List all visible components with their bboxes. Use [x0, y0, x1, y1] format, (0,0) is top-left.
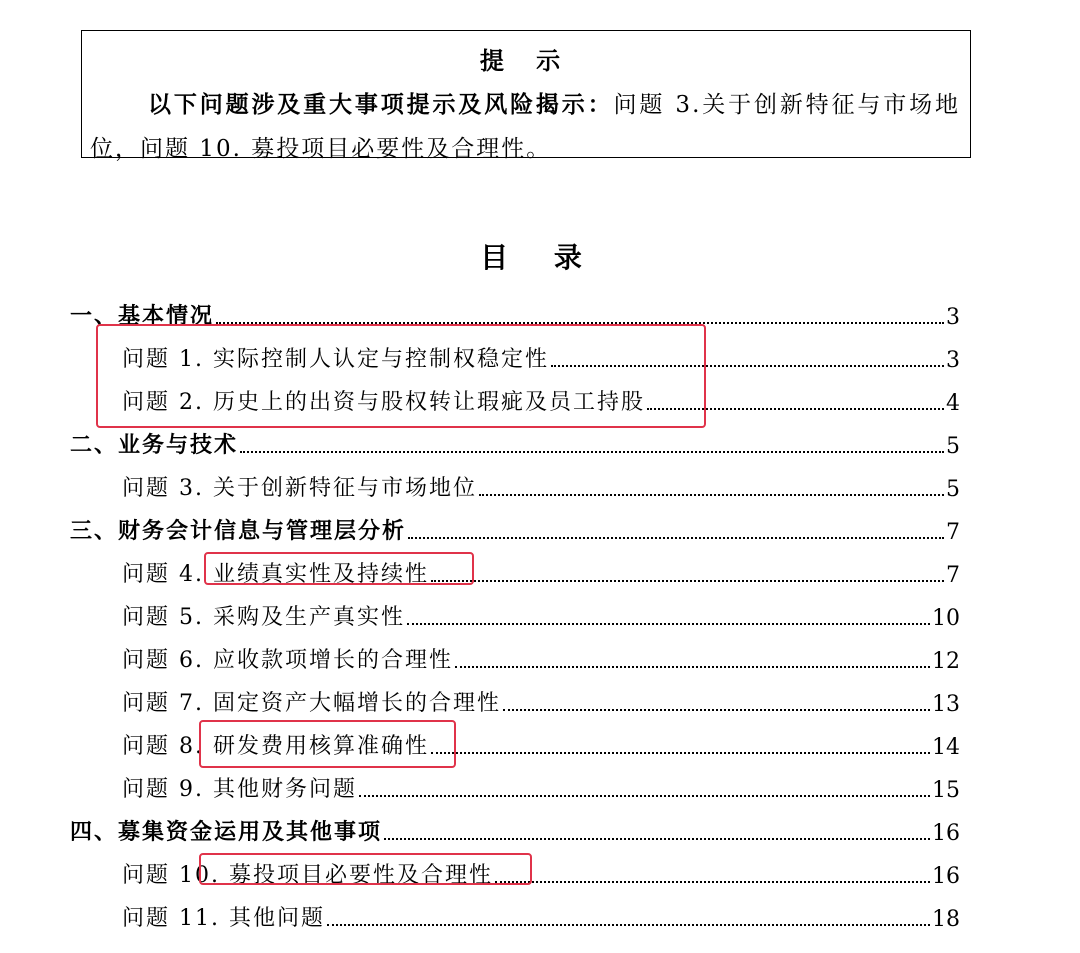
- toc-page-number: 4: [946, 391, 960, 416]
- toc-leader: [503, 709, 930, 711]
- toc-section-label: 二、业务与技术: [70, 432, 239, 458]
- toc-leader: [431, 752, 930, 754]
- toc-leader: [495, 881, 930, 883]
- notice-title: 提 示: [479, 46, 573, 75]
- toc-leader: [359, 795, 930, 797]
- toc-item-label: 问题 8. 研发费用核算准确性: [122, 734, 429, 759]
- toc-item-label: 问题 9. 其他财务问题: [122, 777, 357, 802]
- toc-item-q11[interactable]: [122, 900, 960, 932]
- toc-item-q7[interactable]: [122, 685, 960, 717]
- toc-item-label: 问题 1. 实际控制人认定与控制权稳定性: [122, 347, 549, 372]
- toc-leader: [407, 623, 930, 625]
- toc-section-label: 一、基本情况: [70, 303, 215, 329]
- toc-item-q9[interactable]: [122, 771, 960, 803]
- toc-item-q5[interactable]: [122, 599, 960, 631]
- toc-section-funds[interactable]: [70, 814, 960, 846]
- toc-page-number: 7: [946, 563, 960, 588]
- highlight-box-q1-q2: [96, 324, 706, 428]
- toc-page-number: 13: [932, 692, 960, 717]
- highlight-box-q8: [199, 720, 456, 768]
- notice-text: 问题 3.关于创新特征与市场地位，问题 10. 募投项目必要性及合理性。: [90, 92, 960, 162]
- toc-page-number: 5: [946, 434, 960, 459]
- toc-page-number: 3: [946, 348, 960, 373]
- toc-page-number: 16: [932, 864, 960, 889]
- toc-item-label: 问题 2. 历史上的出资与股权转让瑕疵及员工持股: [122, 390, 645, 415]
- toc-leader: [431, 580, 944, 582]
- toc-leader: [479, 494, 944, 496]
- toc-item-q6[interactable]: [122, 642, 960, 674]
- toc-page-number: 12: [932, 649, 960, 674]
- toc-title: 目 录: [480, 241, 600, 274]
- toc-leader: [384, 838, 930, 840]
- toc-page-number: 3: [946, 305, 960, 330]
- highlight-box-q4: [204, 552, 474, 585]
- toc-page-number: 7: [946, 520, 960, 545]
- toc-section-finance[interactable]: [70, 513, 960, 545]
- toc-item-label: 问题 7. 固定资产大幅增长的合理性: [122, 691, 501, 716]
- toc-item-label: 问题 4. 业绩真实性及持续性: [122, 562, 429, 587]
- toc-item-label: 问题 5. 采购及生产真实性: [122, 605, 405, 630]
- toc-item-label: 问题 10. 募投项目必要性及合理性: [122, 863, 493, 888]
- toc-item-label: 问题 11. 其他问题: [122, 906, 325, 931]
- toc-leader: [455, 666, 930, 668]
- toc-section-label: 四、募集资金运用及其他事项: [70, 819, 383, 845]
- toc-leader: [327, 924, 930, 926]
- notice-lead: 以下问题涉及重大事项提示及风险揭示：: [148, 91, 614, 118]
- toc-page-number: 15: [932, 778, 960, 803]
- toc-leader: [240, 451, 944, 453]
- notice-box: [81, 30, 971, 162]
- toc-page-number: 5: [946, 477, 960, 502]
- toc-item-label: 问题 6. 应收款项增长的合理性: [122, 648, 453, 673]
- toc-section-label: 三、财务会计信息与管理层分析: [70, 518, 407, 544]
- highlight-box-q10: [199, 853, 532, 885]
- toc-item-label: 问题 3. 关于创新特征与市场地位: [122, 476, 477, 501]
- notice-body: [90, 83, 960, 171]
- toc-page-number: 10: [932, 606, 960, 631]
- toc-page-number: 16: [932, 821, 960, 846]
- toc-section-business[interactable]: [70, 427, 960, 459]
- toc-page-number: 14: [932, 735, 960, 760]
- toc-leader: [408, 537, 944, 539]
- toc-page-number: 18: [932, 907, 960, 932]
- toc-item-q3[interactable]: [122, 470, 960, 502]
